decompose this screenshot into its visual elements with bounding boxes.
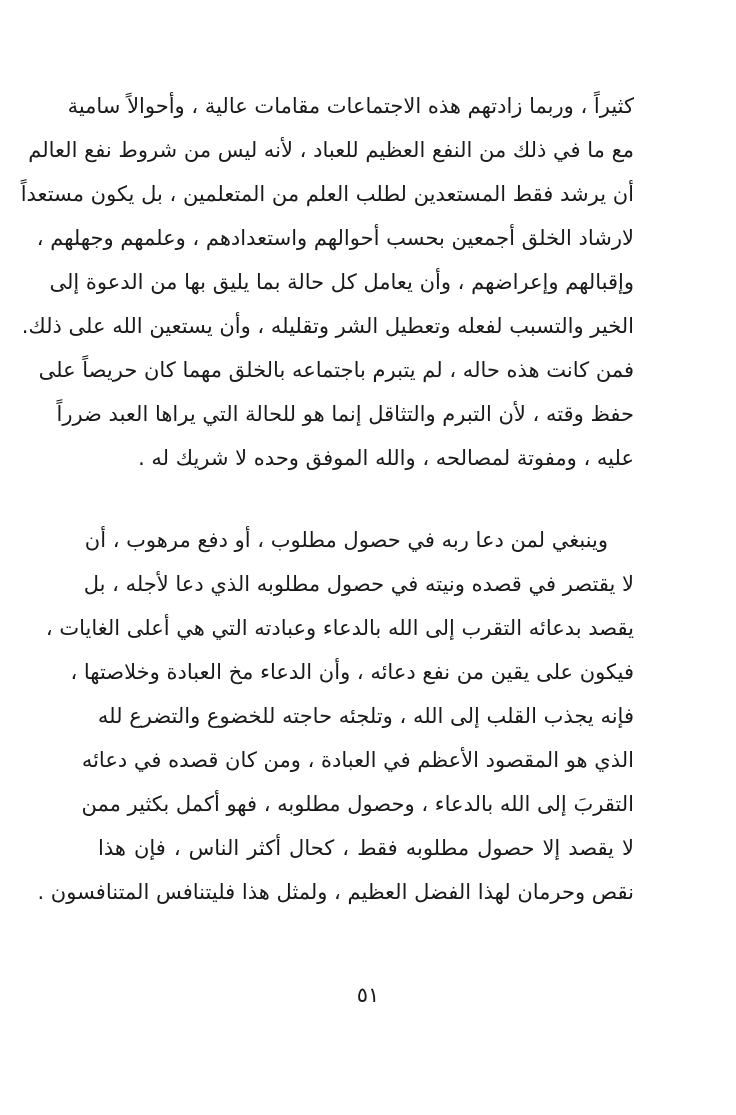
text-line: لا يقتصر في قصده ونيته في حصول مطلوبه الذي دعا لأجله ، بل [83, 572, 634, 596]
text-line: لا يقصد إلا حصول مطلوبه فقط ، كحال أكثر الناس ، فإن هذا [98, 836, 634, 860]
text-line: فمن كانت هذه حاله ، لم يتبرم باجتماعه بالخلق مهما كان حريصاً على [38, 358, 634, 382]
text-line: نقص وحرمان لهذا الفضل العظيم ، ولمثل هذا فليتنافس المتنافسون . [37, 880, 634, 904]
text-line: لارشاد الخلق أجمعين بحسب أحوالهم واستعدادهم ، وعلمهم وجهلهم ، [36, 226, 634, 250]
text-line: التقربَ إلى الله بالدعاء ، وحصول مطلوبه ، فهو أكمل بكثير ممن [81, 792, 634, 816]
page-number: ٥١ [356, 983, 380, 1007]
text-line: فيكون على يقين من نفع دعائه ، وأن الدعاء مخ العبادة وخلاصتها ، [70, 660, 634, 684]
text-line: فإنه يجذب القلب إلى الله ، وتلجئه حاجته للخضوع والتضرع لله [97, 704, 634, 728]
text-line: كثيراً ، وربما زادتهم هذه الاجتماعات مقامات عالية ، وأحوالاً سامية [67, 94, 634, 118]
text-line: مع ما في ذلك من النفع العظيم للعباد ، لأنه ليس من شروط نفع العالم [28, 138, 634, 162]
text-line: الذي هو المقصود الأعظم في العبادة ، ومن كان قصده في دعائه [81, 748, 634, 772]
text-line: وإقبالهم وإعراضهم ، وأن يعامل كل حالة بما يليق بها من الدعوة إلى [49, 270, 634, 294]
text-line: وينبغي لمن دعا ربه في حصول مطلوب ، أو دفع مرهوب ، أن [84, 528, 608, 552]
text-line: حفظ وقته ، لأن التبرم والتثاقل إنما هو للحالة التي يراها العبد ضرراً [56, 402, 634, 426]
text-line: عليه ، ومفوتة لمصالحه ، والله الموفق وحده لا شريك له . [138, 446, 634, 470]
text-line: الخير والتسبب لفعله وتعطيل الشر وتقليله ، وأن يستعين الله على ذلك. [21, 314, 634, 338]
text-line: يقصد بدعائه التقرب إلى الله بالدعاء وعبادته التي هي أعلى الغايات ، [45, 616, 634, 640]
text-line: أن يرشد فقط المستعدين لطلب العلم من المتعلمين ، بل يكون مستعداً [20, 182, 634, 206]
